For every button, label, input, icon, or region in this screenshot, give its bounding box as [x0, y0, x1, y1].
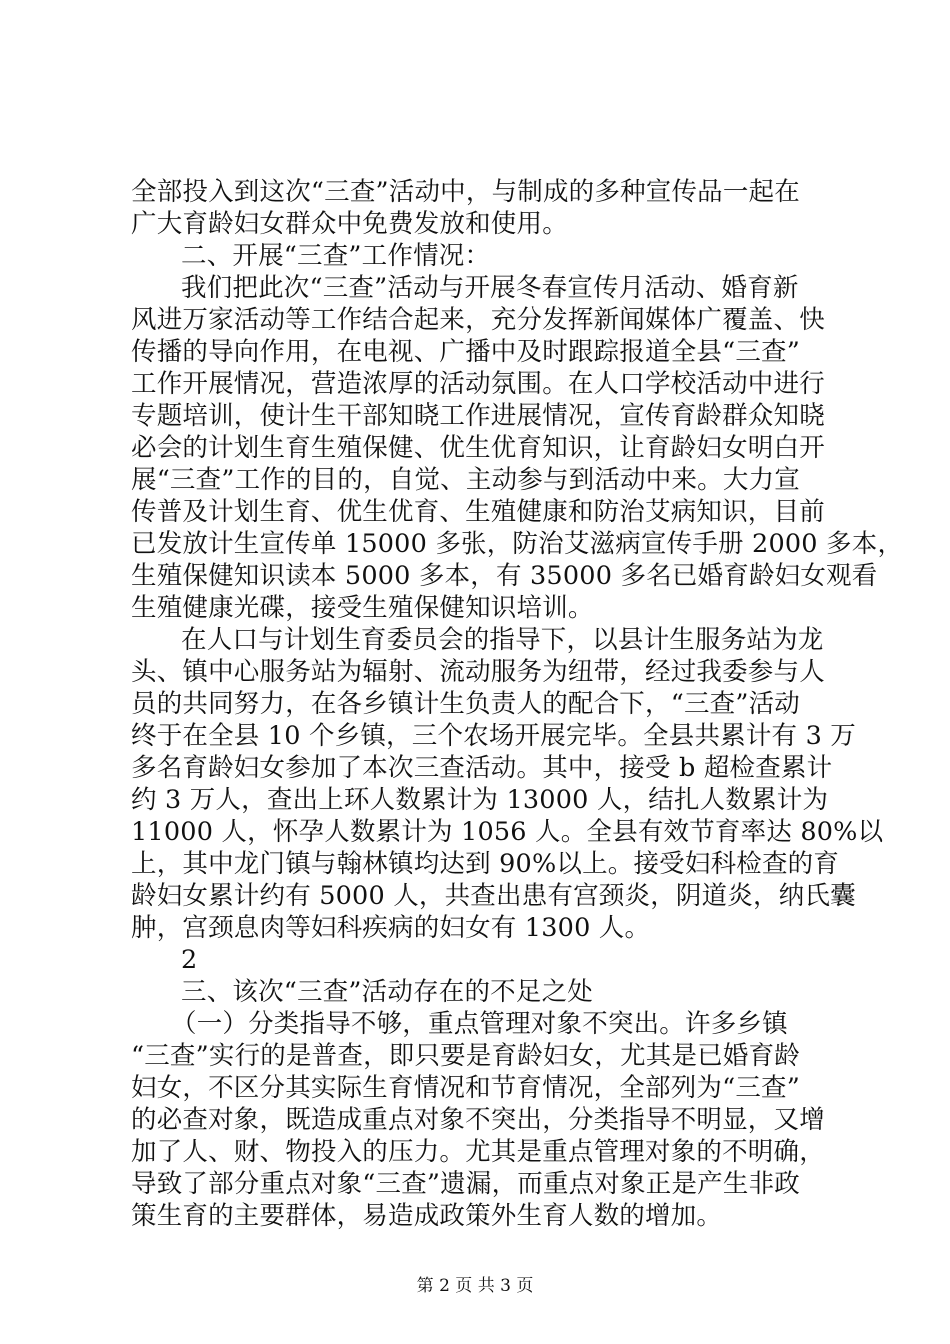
body-line-23: 龄妇女累计约有 5000 人，共查出患有宫颈炎，阴道炎，纳氏囊	[131, 881, 856, 911]
body-line-28: “三查”实行的是普查，即只要是育龄妇女，尤其是已婚育龄	[131, 1041, 800, 1071]
body-line-19: 多名育龄妇女参加了本次三查活动。其中，接受 b 超检查累计	[131, 753, 833, 783]
body-line-15: 在人口与计划生育委员会的指导下，以县计生服务站为龙	[181, 625, 824, 655]
body-line-12: 已发放计生宣传单 15000 多张，防治艾滋病宣传手册 2000 多本，	[131, 529, 904, 559]
body-line-7: 工作开展情况，营造浓厚的活动氛围。在人口学校活动中进行	[131, 369, 825, 399]
body-line-14: 生殖健康光碟，接受生殖保健知识培训。	[131, 593, 594, 623]
body-line-22: 上，其中龙门镇与翰林镇均达到 90%以上。接受妇科检查的育	[131, 849, 840, 879]
body-line-24: 肿，宫颈息肉等妇科疾病的妇女有 1300 人。	[131, 913, 651, 943]
body-line-31: 加了人、财、物投入的压力。尤其是重点管理对象的不明确，	[131, 1137, 825, 1167]
body-line-30: 的必查对象，既造成重点对象不突出，分类指导不明显，又增	[131, 1105, 825, 1135]
body-line-13: 生殖保健知识读本 5000 多本，有 35000 多名已婚育龄妇女观看	[131, 561, 878, 591]
body-line-29: 妇女，不区分其实际生育情况和节育情况，全部列为“三查”	[131, 1073, 800, 1103]
body-line-1: 全部投入到这次“三查”活动中，与制成的多种宣传品一起在	[131, 177, 800, 207]
subsection-heading-1: （一）分类指导不够，重点管理对象不突出。许多乡镇	[171, 1009, 788, 1039]
body-line-5: 风进万家活动等工作结合起来，充分发挥新闻媒体广覆盖、快	[131, 305, 825, 335]
body-line-21: 11000 人，怀孕人数累计为 1056 人。全县有效节育率达 80%以	[131, 817, 884, 847]
inline-page-number: 2	[181, 945, 198, 975]
body-line-2: 广大育龄妇女群众中免费发放和使用。	[131, 209, 568, 239]
body-line-16: 头、镇中心服务站为辐射、流动服务为纽带，经过我委参与人	[131, 657, 825, 687]
section-heading-3: 三、该次“三查”活动存在的不足之处	[181, 977, 593, 1007]
body-line-33: 策生育的主要群体，易造成政策外生育人数的增加。	[131, 1201, 723, 1231]
body-line-4: 我们把此次“三查”活动与开展冬春宣传月活动、婚育新	[181, 273, 799, 303]
body-line-6: 传播的导向作用，在电视、广播中及时跟踪报道全县“三查”	[131, 337, 800, 367]
body-line-18: 终于在全县 10 个乡镇，三个农场开展完毕。全县共累计有 3 万	[131, 721, 856, 751]
body-line-32: 导致了部分重点对象“三查”遗漏，而重点对象正是产生非政	[131, 1169, 800, 1199]
body-line-11: 传普及计划生育、优生优育、生殖健康和防治艾病知识，目前	[131, 497, 825, 527]
body-line-17: 员的共同努力，在各乡镇计生负责人的配合下，“三查”活动	[131, 689, 800, 719]
body-line-10: 展“三查”工作的目的，自觉、主动参与到活动中来。大力宣	[131, 465, 800, 495]
body-line-9: 必会的计划生育生殖保健、优生优育知识，让育龄妇女明白开	[131, 433, 825, 463]
body-line-8: 专题培训，使计生干部知晓工作进展情况，宣传育龄群众知晓	[131, 401, 825, 431]
section-heading-2: 二、开展“三查”工作情况：	[181, 241, 491, 271]
body-line-20: 约 3 万人，查出上环人数累计为 13000 人，结扎人数累计为	[131, 785, 829, 815]
page-footer: 第 2 页 共 3 页	[416, 1276, 534, 1296]
